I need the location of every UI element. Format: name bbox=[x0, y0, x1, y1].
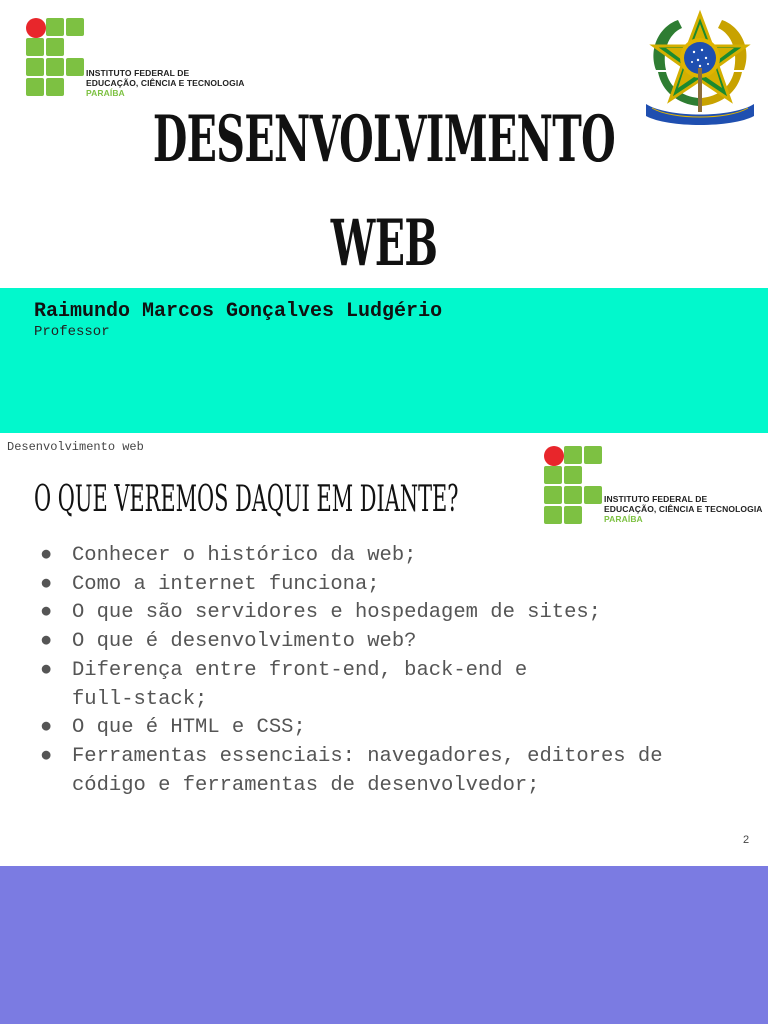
agenda-title: O QUE VEREMOS DAQUI EM DIANTE? bbox=[34, 479, 459, 520]
next-slide bbox=[0, 866, 768, 1024]
agenda-list bbox=[40, 542, 740, 800]
list-item bbox=[40, 571, 740, 600]
logo-line-1: INSTITUTO FEDERAL DE bbox=[604, 494, 708, 504]
author-name: Raimundo Marcos Gonçalves Ludgério bbox=[34, 300, 443, 323]
list-item-text: Como a internet funciona; bbox=[72, 572, 380, 596]
brazil-coat-of-arms-icon bbox=[638, 8, 762, 132]
slide-header-label: Desenvolvimento web bbox=[7, 440, 144, 454]
bullet-marker: ● bbox=[40, 716, 53, 740]
list-item bbox=[40, 714, 740, 743]
logo-line-2: EDUCAÇÃO, CIÊNCIA E TECNOLOGIA bbox=[86, 78, 245, 88]
author-role: Professor bbox=[34, 324, 110, 340]
if-paraiba-logo bbox=[544, 444, 764, 528]
list-item-text: Ferramentas essenciais: navegadores, editores de bbox=[72, 744, 663, 768]
bullet-marker: ● bbox=[40, 601, 53, 625]
title-line-1: DESENVOLVIMENTO bbox=[152, 102, 616, 177]
bullet-marker: ● bbox=[40, 630, 53, 654]
list-item bbox=[40, 743, 740, 800]
page-number: 2 bbox=[743, 834, 750, 846]
list-item-text: O que é desenvolvimento web? bbox=[72, 630, 417, 654]
list-item bbox=[40, 628, 740, 657]
list-item bbox=[40, 657, 740, 714]
list-item-text: código e ferramentas de desenvolvedor; bbox=[72, 773, 540, 797]
list-item bbox=[40, 542, 740, 571]
bullet-marker: ● bbox=[40, 658, 53, 682]
slide-title bbox=[146, 88, 622, 296]
logo-line-3: PARAÍBA bbox=[86, 88, 125, 98]
bullet-marker: ● bbox=[40, 544, 53, 567]
logo-line-2: EDUCAÇÃO, CIÊNCIA E TECNOLOGIA bbox=[604, 504, 763, 514]
bullet-marker: ● bbox=[40, 572, 53, 596]
list-item-text: O que é HTML e CSS; bbox=[72, 716, 306, 740]
list-item-text: full-stack; bbox=[72, 687, 208, 711]
logo-text bbox=[604, 494, 763, 524]
bullet-marker: ● bbox=[40, 744, 53, 768]
list-item-text: Diferença entre front-end, back-end e bbox=[72, 658, 528, 682]
title-line-2: WEB bbox=[330, 206, 438, 281]
list-item bbox=[40, 599, 740, 628]
logo-line-3: PARAÍBA bbox=[604, 514, 643, 524]
list-item-text: Conhecer o histórico da web; bbox=[72, 544, 417, 567]
list-item-text: O que são servidores e hospedagem de sites; bbox=[72, 601, 601, 625]
logo-line-1: INSTITUTO FEDERAL DE bbox=[86, 68, 190, 78]
logo-red-dot bbox=[26, 18, 46, 38]
logo-red-dot bbox=[544, 446, 564, 466]
